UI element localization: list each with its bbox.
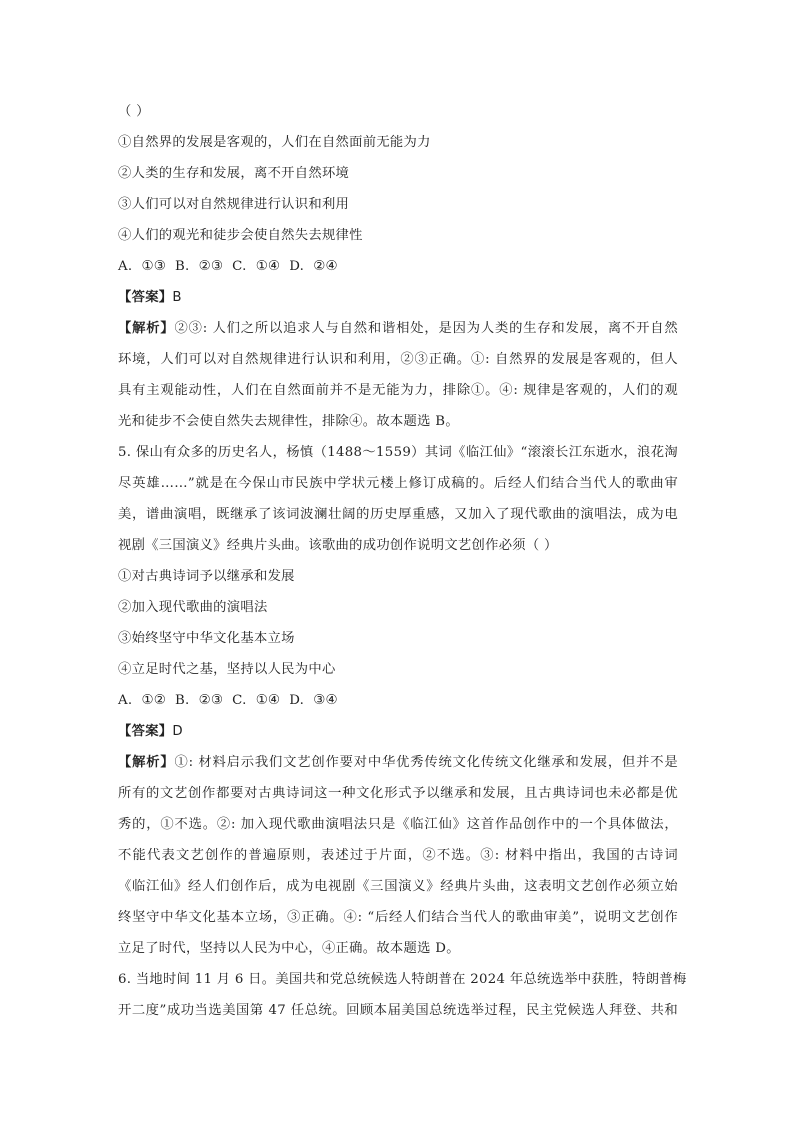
analysis-line	[118, 747, 678, 778]
question-5-option-4: ④立足时代之基，坚持以人民为中心	[118, 662, 336, 677]
question-5-option-1: ①对古典诗词予以继承和发展	[118, 569, 295, 584]
question-5-option-3: ③始终坚守中华文化基本立场	[118, 631, 295, 646]
answer-label: 【答案】	[118, 724, 173, 739]
analysis-line: 立足了时代，坚持以人民为中心，④正确。故本题选 D。	[118, 941, 460, 956]
analysis-label: 【解析】	[118, 755, 175, 770]
stem-line: 5. 保山有众多的历史名人，杨慎（1488～1559）其词《临江仙》“滚滚长江东逝水，浪花淘	[118, 445, 678, 460]
analysis-line: 所有的文艺创作都要对古典诗词这一种文化形式予以继承和发展，且古典诗词也未必都是优	[118, 786, 678, 801]
question-4-analysis	[118, 313, 678, 437]
question-5-option-2: ②加入现代歌曲的演唱法	[118, 600, 268, 615]
question-4-option-4: ④人们的观光和徒步会使自然失去规律性	[118, 228, 363, 243]
stem-line: 开二度”成功当选美国第 47 任总统。回顾本届美国总统选举过程，民主党候选人拜登、共和	[118, 1003, 678, 1018]
analysis-text: ①: 材料启示我们文艺创作要对中华优秀传统文化传统文化继承和发展，但并不是	[174, 755, 678, 770]
stem-line: 视剧《三国演义》经典片头曲。该歌曲的成功创作说明文艺创作必须（ ）	[118, 538, 558, 553]
analysis-line: 不能代表文艺创作的普遍原则，表述过于片面，②不选。③: 材料中指出，我国的古诗词	[118, 848, 678, 863]
analysis-line: 光和徒步不会使自然失去规律性，排除④。故本题选 B。	[118, 414, 459, 429]
analysis-text: ②③: 人们之所以追求人与自然和谐相处，是因为人类的生存和发展，离不开自然	[174, 321, 678, 336]
analysis-line: 《临江仙》经人们创作后，成为电视剧《三国演义》经典片头曲，这表明文艺创作必须立始	[118, 879, 678, 894]
question-5-choices: A. ①② B. ②③ C. ①④ D. ③④	[118, 693, 338, 708]
question-6-stem	[118, 964, 687, 1026]
analysis-line	[118, 313, 678, 344]
question-5-analysis	[118, 747, 678, 964]
question-4-stem-tail: （ ）	[118, 104, 150, 119]
answer-value: D	[172, 724, 183, 739]
analysis-line: 环境，人们可以对自然规律进行认识和利用，②③正确。①: 自然界的发展是客观的，但人	[118, 352, 678, 367]
stem-line: 美，谱曲演唱，既继承了该词波澜壮阔的历史厚重感，又加入了现代歌曲的演唱法，成为电	[118, 507, 678, 522]
analysis-label: 【解析】	[118, 321, 175, 336]
question-4-option-2: ②人类的生存和发展，离不开自然环境	[118, 166, 350, 181]
stem-line: 尽英雄……”就是在今保山市民族中学状元楼上修订成稿的。后经人们结合当代人的歌曲审	[118, 476, 678, 491]
question-5-answer	[118, 716, 678, 747]
stem-line: 6. 当地时间 11 月 6 日。美国共和党总统候选人特朗普在 2024 年总统选举中获胜，特朗普梅	[118, 972, 687, 987]
question-4-choices: A. ①③ B. ②③ C. ①④ D. ②④	[118, 259, 338, 274]
question-4-option-3: ③人们可以对自然规律进行认识和利用	[118, 197, 350, 212]
answer-value: B	[172, 290, 182, 305]
question-4-answer	[118, 282, 678, 313]
answer-label: 【答案】	[118, 290, 173, 305]
analysis-line: 具有主观能动性，人们在自然面前并不是无能为力，排除①。④: 规律是客观的，人们的观	[118, 383, 678, 398]
analysis-line: 终坚守中华文化基本立场，③正确。④: “后经人们结合当代人的歌曲审美”，说明文艺创作	[118, 910, 678, 925]
document-page	[118, 96, 687, 1026]
analysis-line: 秀的，①不选。②: 加入现代歌曲演唱法只是《临江仙》这首作品创作中的一个具体做法，	[118, 817, 678, 832]
question-5-stem	[118, 437, 678, 561]
question-4-option-1: ①自然界的发展是客观的，人们在自然面前无能为力	[118, 135, 431, 150]
